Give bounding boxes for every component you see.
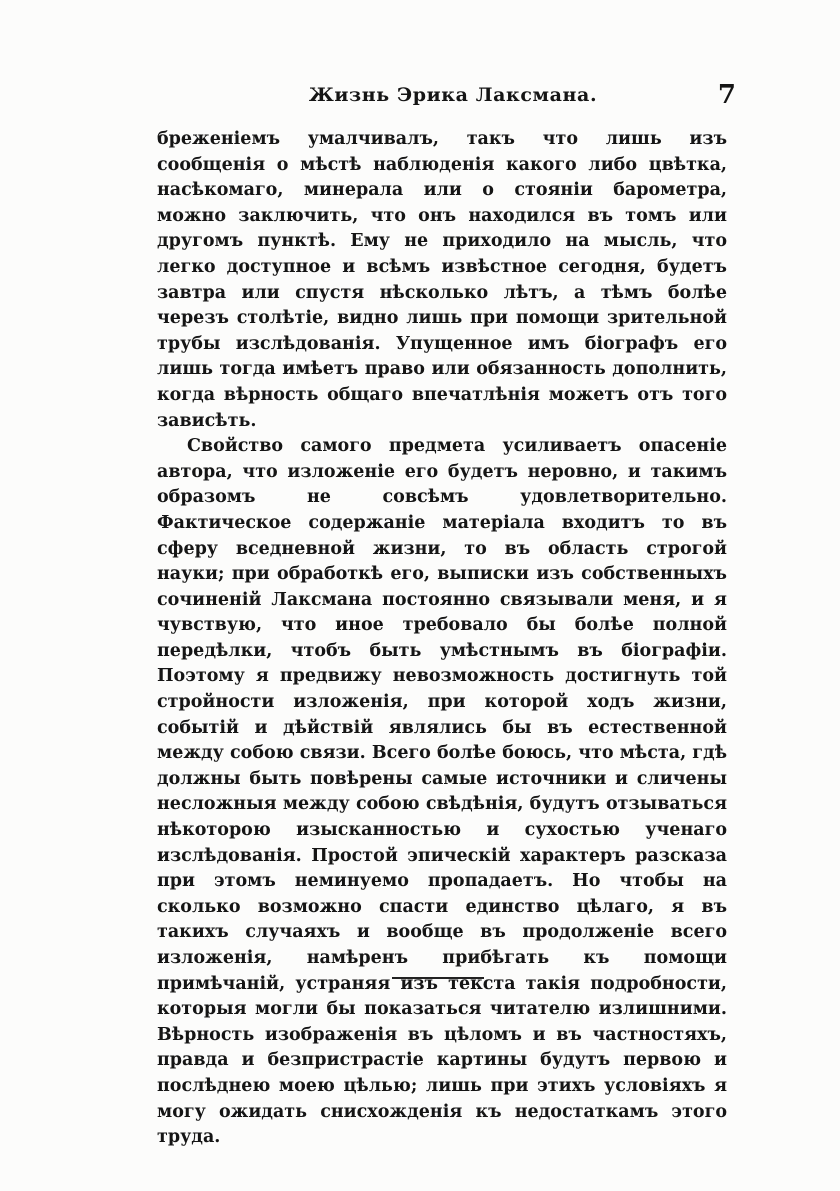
page-number: 7 [717, 80, 736, 110]
section-end-rule [392, 977, 484, 979]
page-header [150, 80, 740, 114]
running-title: Жизнь Эрика Лаксмана. [308, 84, 598, 106]
paragraph-continued: бреженіемъ умалчивалъ, такъ что лишь изъ сообщенія о мѣстѣ наблюденія какого либо цвѣтка, насѣкомаго, минерала или о стояніи барометра, можно заключить, что онъ находился въ томъ или другомъ пунктѣ. Ему не приходило на мысль, что легко доступное и всѣмъ извѣстное сегодня, будетъ завтра или спустя нѣсколько лѣтъ, а тѣмъ болѣе черезъ столѣтіе, видно лишь при помощи зрительной трубы изслѣдованія. Упущенное имъ біографъ его лишь тогда имѣетъ право или обязанность дополнить, когда вѣрность общаго впечатлѣнія можетъ отъ того зависѣть. [157, 129, 727, 431]
paragraph: Свойство самого предмета усиливаетъ опасеніе автора, что изложеніе его будетъ неровно, и такимъ образомъ не совсѣмъ удовлетворительно. Фактическое содержаніе матеріала входитъ то въ сферу вседневной жизни, то въ область строгой науки; при обработкѣ его, выписки изъ собственныхъ сочиненій Лаксмана постоянно связывали меня, и я чувствую, что иное требовало бы болѣе полной передѣлки, чтобъ быть умѣстнымъ въ біографіи. Поэтому я предвижу невозможность достигнуть той стройности изложенія, при которой ходъ жизни, событій и дѣйствій являлись бы въ естественной между собою связи. Всего болѣе боюсь, что мѣста, гдѣ должны быть повѣрены самые источники и сличены несложныя между собою свѣдѣнія, будутъ отзываться нѣкоторою изысканностью и сухостью ученаго изслѣдованія. Простой эпическій характеръ разсказа при этомъ неминуемо пропадаетъ. Но чтобы на сколько возможно спасти единство цѣлаго, я въ такихъ случаяхъ и вообще въ продолженіе всего изложенія, намѣренъ прибѣгать къ помощи примѣчаній, устраняя изъ текста такія подробности, которыя могли бы показаться читателю излишними. Вѣрность изображенія въ цѣломъ и въ частностяхъ, правда и безпристрастіе картины будутъ первою и послѣднею моею цѣлью; лишь при этихъ условіяхъ я могу ожидать снисхожденія къ недостаткамъ этого труда. [157, 436, 727, 1148]
body-text [157, 127, 727, 1151]
